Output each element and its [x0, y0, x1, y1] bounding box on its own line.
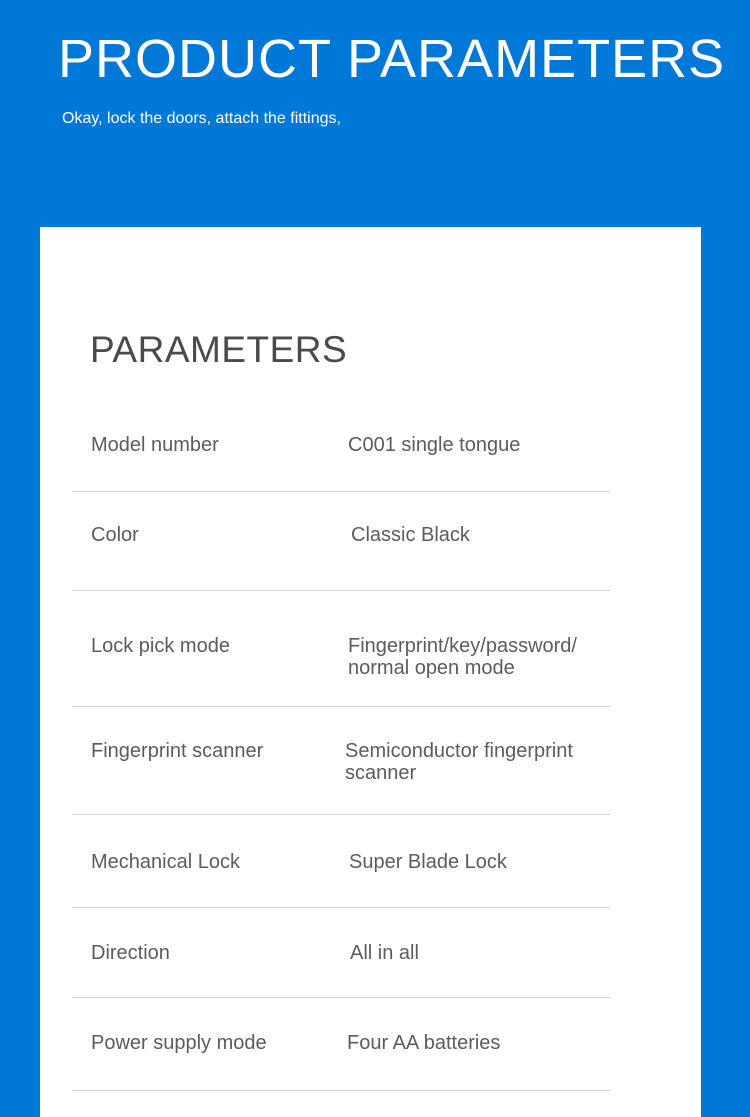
row-value: Four AA batteries	[347, 1032, 501, 1054]
row-value: Classic Black	[351, 524, 470, 546]
row-label: Power supply mode	[91, 1032, 267, 1054]
parameters-card	[40, 227, 701, 1117]
table-row-direction	[72, 908, 610, 998]
page-subtitle: Okay, lock the doors, attach the fittings,	[62, 110, 341, 127]
row-label: Mechanical Lock	[91, 851, 240, 873]
table-row-fingerprint-scanner	[72, 707, 610, 815]
table-row-mechanical-lock	[72, 815, 610, 908]
table-row-color	[72, 492, 610, 591]
card-title: PARAMETERS	[90, 329, 348, 370]
table-row-model-number	[72, 404, 610, 492]
row-label: Color	[91, 524, 139, 546]
row-label: Direction	[91, 942, 170, 964]
table-row-lock-pick-mode	[72, 591, 610, 707]
row-value: All in all	[350, 942, 419, 964]
parameters-table	[72, 404, 610, 1091]
row-value: Fingerprint/key/password/ normal open mode	[348, 635, 577, 679]
page-title: PRODUCT PARAMETERS	[58, 29, 726, 89]
row-label: Model number	[91, 434, 219, 456]
table-row-power-supply-mode	[72, 998, 610, 1091]
row-value: Super Blade Lock	[349, 851, 507, 873]
row-label: Lock pick mode	[91, 635, 230, 657]
row-value: C001 single tongue	[348, 434, 521, 456]
row-value: Semiconductor fingerprint scanner	[345, 740, 573, 784]
row-label: Fingerprint scanner	[91, 740, 264, 762]
